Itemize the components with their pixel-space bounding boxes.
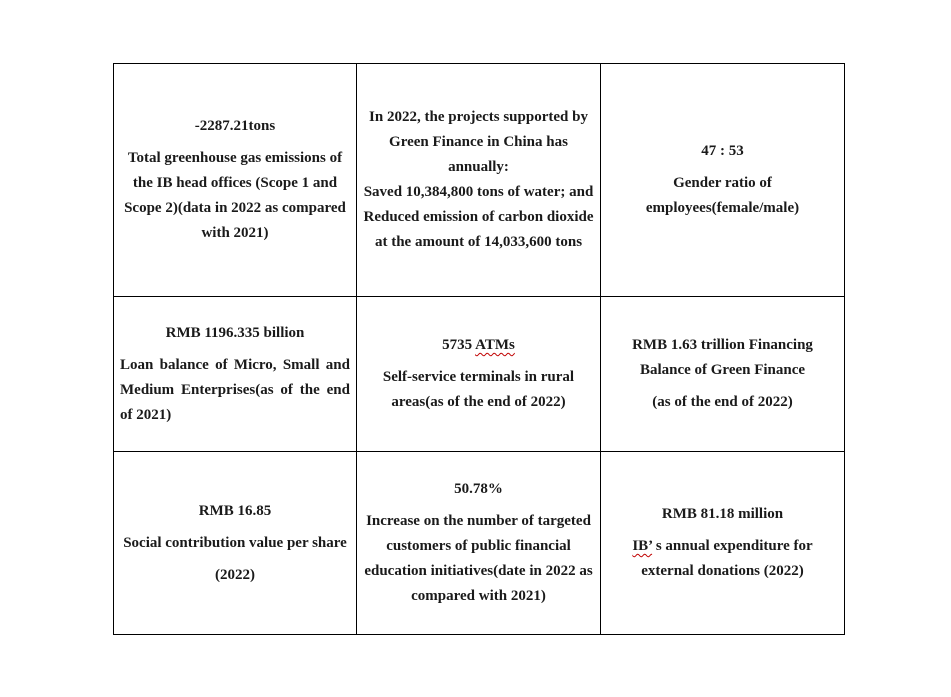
social-contribution-description: Social contribution value per share xyxy=(123,534,347,551)
table-row xyxy=(114,452,845,635)
financial-education-value: 50.78% xyxy=(454,481,503,497)
msme-loans-cell xyxy=(114,297,357,452)
green-projects-intro: In 2022, the projects supported by Green Finance in China has annually: xyxy=(369,109,588,175)
donations-cell xyxy=(601,452,845,635)
donations-description-abbr: IB’ xyxy=(632,538,653,554)
atms-value-number: 5735 xyxy=(442,337,473,353)
atms-value-unit: ATMs xyxy=(475,337,515,353)
gender-ratio-value: 47 : 53 xyxy=(701,143,744,159)
gender-ratio-cell xyxy=(601,64,845,297)
donations-value: RMB 81.18 million xyxy=(661,506,784,522)
ghg-emissions-value: -2287.21tons xyxy=(194,118,276,134)
financial-education-description: Increase on the number of targeted customers of public financial education initiatives(date in 2022 as compared with 2021) xyxy=(364,513,593,604)
atms-description: Self-service terminals in rural areas(as of the end of 2022) xyxy=(382,369,575,410)
ghg-emissions-description: Total greenhouse gas emissions of the IB head offices (Scope 1 and Scope 2)(data in 2022 as compared with 2021) xyxy=(124,150,346,241)
social-contribution-note: (2022) xyxy=(215,566,255,583)
donations-description xyxy=(607,534,838,584)
green-projects-cell xyxy=(357,64,601,297)
financial-education-cell xyxy=(357,452,601,635)
atms-value xyxy=(363,333,594,358)
gender-ratio-description: Gender ratio of employees(female/male) xyxy=(645,175,800,216)
social-contribution-value: RMB 16.85 xyxy=(198,502,272,519)
green-projects-detail: Saved 10,384,800 tons of water; and Reduced emission of carbon dioxide at the amount of 14,033,600 tons xyxy=(363,184,594,250)
table-row xyxy=(114,297,845,452)
ghg-emissions-cell xyxy=(114,64,357,297)
msme-loans-description: Loan balance of Micro, Small and Medium Enterprises(as of the end of 2021) xyxy=(120,356,350,423)
green-finance-note: (as of the end of 2022) xyxy=(652,394,793,410)
social-contribution-cell xyxy=(114,452,357,635)
msme-loans-value: RMB 1196.335 billion xyxy=(165,324,305,341)
donations-description-text: s annual expenditure for external donations (2022) xyxy=(641,538,813,579)
atms-cell xyxy=(357,297,601,452)
green-finance-cell xyxy=(601,297,845,452)
green-finance-value: RMB 1.63 trillion Financing Balance of Green Finance xyxy=(632,337,813,378)
key-indicators-table xyxy=(113,63,845,635)
table-row xyxy=(114,64,845,297)
